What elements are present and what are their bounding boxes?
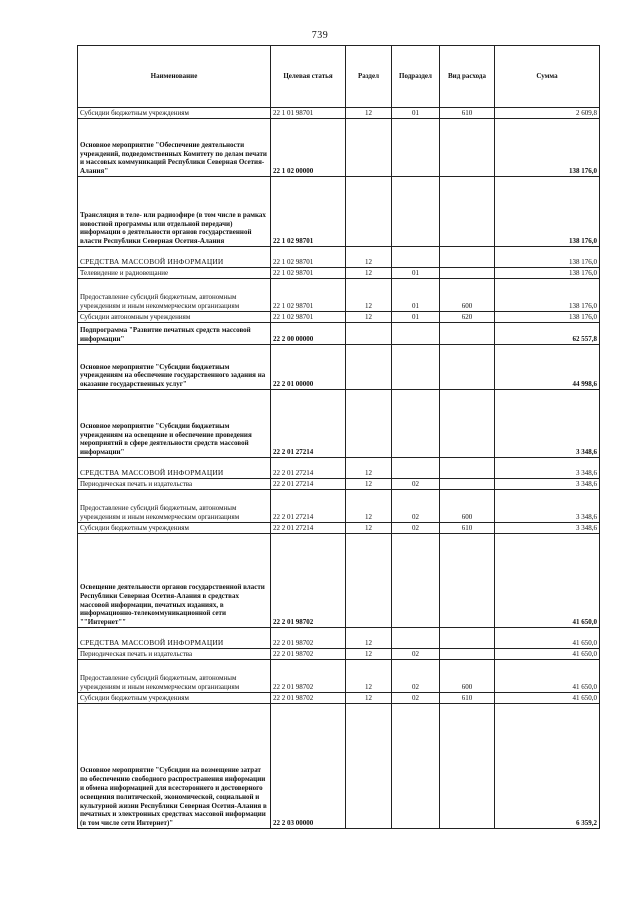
row-subsection (392, 390, 440, 458)
row-subsection (392, 534, 440, 628)
table-row (78, 523, 600, 534)
row-expense-type: 600 (440, 490, 495, 523)
row-amount: 138 176,0 (495, 119, 600, 177)
row-section: 12 (346, 268, 392, 279)
row-amount: 138 176,0 (495, 177, 600, 247)
row-code: 22 2 01 98702 (271, 649, 346, 660)
table-row (78, 534, 600, 628)
row-expense-type (440, 268, 495, 279)
header-amount: Сумма (495, 46, 600, 108)
row-code: 22 2 01 27214 (271, 479, 346, 490)
row-subsection: 02 (392, 523, 440, 534)
row-name: Предоставление субсидий бюджетным, автономным учреждениям и иным некоммерческим организациям (78, 279, 271, 312)
row-code: 22 1 01 98701 (271, 108, 346, 119)
row-section: 12 (346, 693, 392, 704)
row-expense-type (440, 479, 495, 490)
table-row (78, 628, 600, 649)
row-name: Предоставление субсидий бюджетным, автономным учреждениям и иным некоммерческим организациям (78, 490, 271, 523)
row-amount: 41 650,0 (495, 660, 600, 693)
row-subsection: 01 (392, 279, 440, 312)
table-row (78, 247, 600, 268)
row-code: 22 1 02 00000 (271, 119, 346, 177)
row-name: Субсидии автономным учреждениям (78, 312, 271, 323)
row-amount: 3 348,6 (495, 490, 600, 523)
row-section (346, 323, 392, 345)
row-name: Периодическая печать и издательства (78, 479, 271, 490)
header-section: Раздел (346, 46, 392, 108)
row-subsection (392, 247, 440, 268)
row-amount: 3 348,6 (495, 479, 600, 490)
budget-table (77, 45, 600, 829)
row-section (346, 177, 392, 247)
row-expense-type (440, 323, 495, 345)
row-subsection (392, 628, 440, 649)
row-expense-type (440, 177, 495, 247)
row-section: 12 (346, 649, 392, 660)
row-expense-type (440, 345, 495, 390)
table-row (78, 458, 600, 479)
table-row (78, 490, 600, 523)
row-name: Трансляция в теле- или радиоэфире (в том числе в рамках новостной программы или отдельной передачи) информации о деятельности органов государственной власти Республики Северная Осетия-Алания (78, 177, 271, 247)
row-amount: 41 650,0 (495, 628, 600, 649)
row-code: 22 1 02 98701 (271, 312, 346, 323)
row-section: 12 (346, 279, 392, 312)
row-subsection (392, 345, 440, 390)
row-section: 12 (346, 490, 392, 523)
row-amount: 138 176,0 (495, 247, 600, 268)
row-subsection (392, 704, 440, 829)
row-section: 12 (346, 108, 392, 119)
row-code: 22 2 03 00000 (271, 704, 346, 829)
row-name: СРЕДСТВА МАССОВОЙ ИНФОРМАЦИИ (78, 458, 271, 479)
row-code: 22 2 01 27214 (271, 458, 346, 479)
table-row (78, 479, 600, 490)
table-header-row (78, 46, 600, 108)
table-row (78, 323, 600, 345)
row-expense-type (440, 628, 495, 649)
row-amount: 138 176,0 (495, 312, 600, 323)
table-row (78, 390, 600, 458)
row-section: 12 (346, 660, 392, 693)
row-section (346, 119, 392, 177)
row-name: Подпрограмма "Развитие печатных средств массовой информации" (78, 323, 271, 345)
row-subsection: 02 (392, 660, 440, 693)
table-row (78, 660, 600, 693)
row-name: Основное мероприятие "Обеспечение деятельности учреждений, подведомственных Комитету по делам печати и массовых коммуникаций Республики Северная Осетия-Алания" (78, 119, 271, 177)
row-expense-type: 610 (440, 693, 495, 704)
row-name: СРЕДСТВА МАССОВОЙ ИНФОРМАЦИИ (78, 628, 271, 649)
table-row (78, 177, 600, 247)
table-row (78, 119, 600, 177)
row-section (346, 390, 392, 458)
row-code: 22 1 02 98701 (271, 279, 346, 312)
row-name: Основное мероприятие "Субсидии бюджетным учреждениям на освещение и обеспечение проведения мероприятий в сфере деятельности средств массовой информации" (78, 390, 271, 458)
table-row (78, 693, 600, 704)
row-subsection: 01 (392, 108, 440, 119)
row-code: 22 2 01 27214 (271, 490, 346, 523)
row-subsection: 02 (392, 693, 440, 704)
row-amount: 6 359,2 (495, 704, 600, 829)
row-subsection (392, 119, 440, 177)
row-expense-type (440, 534, 495, 628)
row-name: Телевидение и радиовещание (78, 268, 271, 279)
row-expense-type (440, 119, 495, 177)
row-section (346, 704, 392, 829)
table-row (78, 279, 600, 312)
row-expense-type: 600 (440, 279, 495, 312)
row-subsection: 02 (392, 479, 440, 490)
row-section: 12 (346, 523, 392, 534)
row-section: 12 (346, 458, 392, 479)
row-subsection: 02 (392, 649, 440, 660)
row-expense-type (440, 390, 495, 458)
row-code: 22 1 02 98701 (271, 247, 346, 268)
row-section: 12 (346, 479, 392, 490)
row-expense-type (440, 649, 495, 660)
row-amount: 3 348,6 (495, 458, 600, 479)
row-amount: 41 650,0 (495, 534, 600, 628)
row-amount: 62 557,8 (495, 323, 600, 345)
row-amount: 41 650,0 (495, 649, 600, 660)
row-section: 12 (346, 312, 392, 323)
row-subsection (392, 323, 440, 345)
row-code: 22 2 01 98702 (271, 534, 346, 628)
table-row (78, 704, 600, 829)
row-code: 22 1 02 98701 (271, 177, 346, 247)
row-name: Периодическая печать и издательства (78, 649, 271, 660)
row-amount: 138 176,0 (495, 279, 600, 312)
header-subsection: Подраздел (392, 46, 440, 108)
page-number: 739 (311, 30, 329, 41)
table-row (78, 312, 600, 323)
row-amount: 2 609,8 (495, 108, 600, 119)
row-name: Субсидии бюджетным учреждениям (78, 523, 271, 534)
row-name: Субсидии бюджетным учреждениям (78, 108, 271, 119)
row-name: Основное мероприятие "Субсидии на возмещение затрат по обеспечению свободного распространения информации и обмена информацией для всестороннего и достоверного освещения политической, экономической, социальной и культурной жизни Республики Северная Осетия-Алания в печатных и электронных средствах массовой информации (в том числе сети Интернет)" (78, 704, 271, 829)
header-expense-type: Вид расхода (440, 46, 495, 108)
row-amount: 3 348,6 (495, 390, 600, 458)
row-amount: 41 650,0 (495, 693, 600, 704)
row-code: 22 2 01 98702 (271, 628, 346, 649)
row-subsection (392, 458, 440, 479)
table-row (78, 268, 600, 279)
row-name: Предоставление субсидий бюджетным, автономным учреждениям и иным некоммерческим организациям (78, 660, 271, 693)
row-amount: 138 176,0 (495, 268, 600, 279)
row-expense-type (440, 704, 495, 829)
header-name: Наименование (78, 46, 271, 108)
row-code: 22 2 01 98702 (271, 660, 346, 693)
row-expense-type: 610 (440, 523, 495, 534)
row-amount: 44 998,6 (495, 345, 600, 390)
row-expense-type (440, 247, 495, 268)
row-section: 12 (346, 247, 392, 268)
row-subsection: 01 (392, 312, 440, 323)
row-subsection (392, 177, 440, 247)
row-section (346, 345, 392, 390)
table-row (78, 649, 600, 660)
row-name: Основное мероприятие "Субсидии бюджетным учреждениям на обеспечение государственного задания на оказание государственных услуг" (78, 345, 271, 390)
row-name: Освещение деятельности органов государственной власти Республики Северная Осетия-Алания в средствах массовой информации, печатных изданиях, в информационно-телекоммуникационной сети ""Интернет"" (78, 534, 271, 628)
row-section (346, 534, 392, 628)
row-code: 22 2 01 27214 (271, 523, 346, 534)
row-name: Субсидии бюджетным учреждениям (78, 693, 271, 704)
row-subsection: 01 (392, 268, 440, 279)
row-code: 22 2 01 27214 (271, 390, 346, 458)
row-code: 22 2 01 00000 (271, 345, 346, 390)
row-expense-type: 620 (440, 312, 495, 323)
row-code: 22 1 02 98701 (271, 268, 346, 279)
row-subsection: 02 (392, 490, 440, 523)
row-section: 12 (346, 628, 392, 649)
row-code: 22 2 01 98702 (271, 693, 346, 704)
row-expense-type: 600 (440, 660, 495, 693)
row-code: 22 2 00 00000 (271, 323, 346, 345)
table-row (78, 108, 600, 119)
row-name: СРЕДСТВА МАССОВОЙ ИНФОРМАЦИИ (78, 247, 271, 268)
header-code: Целевая статья (271, 46, 346, 108)
row-expense-type: 610 (440, 108, 495, 119)
row-expense-type (440, 458, 495, 479)
row-amount: 3 348,6 (495, 523, 600, 534)
table-row (78, 345, 600, 390)
